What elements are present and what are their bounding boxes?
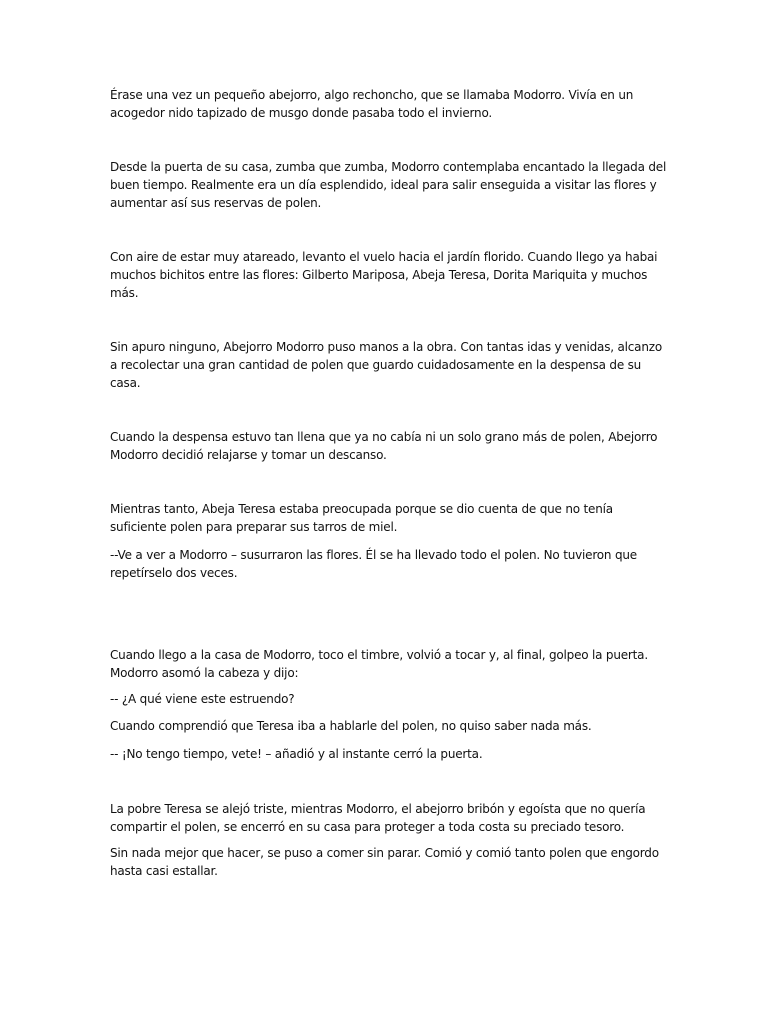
paragraph-12: La pobre Teresa se alejó triste, mientras Modorro, el abejorro bribón y egoísta que no quería compartir el polen, se encerró en su casa para proteger a toda costa su preciado tesoro.: [110, 802, 646, 834]
paragraph-9: -- ¿A qué viene este estruendo?: [110, 692, 295, 706]
paragraph-13: Sin nada mejor que hacer, se puso a comer sin parar. Comió y comió tanto polen que engordo hasta casi estallar.: [110, 846, 659, 878]
paragraph-2: Desde la puerta de su casa, zumba que zumba, Modorro contemplaba encantado la llegada del buen tiempo. Realmente era un día esplendido, ideal para salir enseguida a visitar las flores y aumentar así sus reservas de polen.: [110, 160, 667, 210]
paragraph-7: --Ve a ver a Modorro – susurraron las flores. Él se ha llevado todo el polen. No tuvieron que repetírselo dos veces.: [110, 548, 637, 580]
paragraph-4: Sin apuro ninguno, Abejorro Modorro puso manos a la obra. Con tantas idas y venidas, alcanzo a recolectar una gran cantidad de polen que guardo cuidadosamente en la despensa de su casa.: [110, 340, 662, 390]
paragraph-10: Cuando comprendió que Teresa iba a hablarle del polen, no quiso saber nada más.: [110, 719, 592, 733]
paragraph-1: Érase una vez un pequeño abejorro, algo rechoncho, que se llamaba Modorro. Vivía en un acogedor nido tapizado de musgo donde pasaba todo el invierno.: [110, 88, 634, 120]
paragraph-3: Con aire de estar muy atareado, levanto el vuelo hacia el jardín florido. Cuando llego ya habai muchos bichitos entre las flores: Gilberto Mariposa, Abeja Teresa, Dorita Mariquita y muchos más.: [110, 250, 658, 300]
paragraph-11: -- ¡No tengo tiempo, vete! – añadió y al instante cerró la puerta.: [110, 747, 483, 761]
paragraph-5: Cuando la despensa estuvo tan llena que ya no cabía ni un solo grano más de polen, Abejorro Modorro decidió relajarse y tomar un descanso.: [110, 430, 658, 462]
paragraph-6: Mientras tanto, Abeja Teresa estaba preocupada porque se dio cuenta de que no tenía suficiente polen para preparar sus tarros de miel.: [110, 502, 613, 534]
paragraph-8: Cuando llego a la casa de Modorro, toco el timbre, volvió a tocar y, al final, golpeo la puerta. Modorro asomó la cabeza y dijo:: [110, 648, 648, 680]
